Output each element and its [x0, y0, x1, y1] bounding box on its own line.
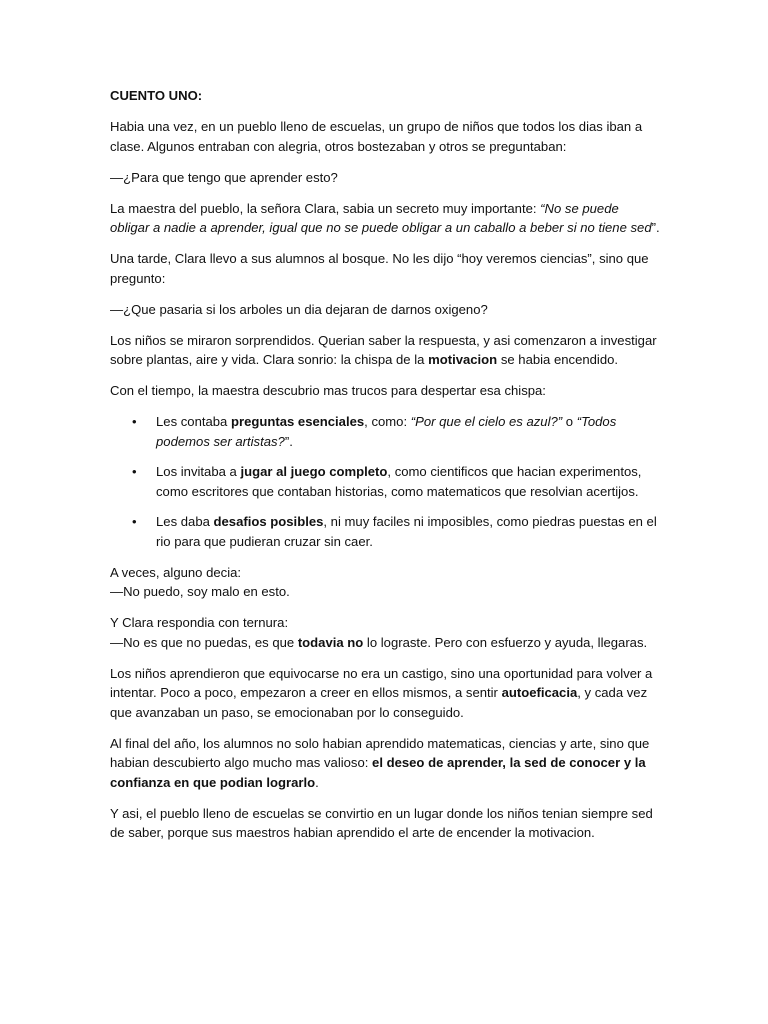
paragraph-intro: Habia una vez, en un pueblo lleno de escuelas, un grupo de niños que todos los dias iban a clase. Algunos entraban con alegria, otros bostezaban y otros se preguntaban:: [110, 119, 643, 154]
paragraph-conclusion: Y asi, el pueblo lleno de escuelas se convirtio en un lugar donde los niños tenian siempre sed de saber, porque sus maestros habian aprendido el arte de encender la motivacion.: [110, 805, 653, 840]
surprise-end: se habia encendido.: [497, 352, 619, 367]
list-item-text: ”.: [284, 433, 293, 449]
tricks-list: [110, 412, 660, 551]
bullet-icon: •: [132, 464, 137, 479]
paragraph-clara-replies: [110, 613, 660, 652]
sometimes-line-1: A veces, alguno decia:: [110, 564, 242, 580]
keyword-preguntas-esenciales: preguntas esenciales: [230, 414, 365, 429]
list-item-text: , como cientificos que hacian experimentos, como escritores que contaban historias, como matematicos que resolvian acertijos.: [156, 464, 642, 499]
keyword-todavia-no: todavia no: [297, 634, 364, 650]
paragraph-forest: Una tarde, Clara llevo a sus alumnos al bosque. No les dijo “hoy veremos ciencias”, sino que pregunto:: [110, 251, 649, 286]
sometimes-line-2: —No puedo, soy malo en esto.: [110, 584, 290, 599]
secret-text: La maestra del pueblo, la señora Clara, sabia un secreto muy importante:: [110, 200, 541, 216]
keyword-autoeficacia: autoeficacia: [501, 685, 578, 700]
year-end-end: .: [315, 774, 319, 790]
learning-text: Los niños aprendieron que equivocarse no era un castigo, sino una oportunidad para volver a intentar. Poco a poco, empezaron a creer en ellos mismos, a sentir: [110, 665, 653, 700]
keyword-juego-completo: jugar al juego completo: [240, 464, 388, 479]
document-page: [110, 86, 660, 854]
secret-quote: “No se puede obligar a nadie a aprender, igual que no se puede obligar a un caballo a beber si no tiene sed: [110, 200, 652, 235]
keyword-desafios-posibles: desafios posibles: [213, 514, 324, 529]
surprise-text: Los niños se miraron sorprendidos. Querian saber la respuesta, y asi comenzaron a investigar sobre plantas, aire y vida. Clara sonrio: la chispa de la: [110, 332, 657, 367]
list-item-text: o: [562, 414, 577, 429]
dialogue-question-why: —¿Para que tengo que aprender esto?: [110, 169, 338, 185]
paragraph-learning: [110, 664, 660, 723]
list-item-text: , como:: [364, 414, 411, 429]
paragraph-tricks: Con el tiempo, la maestra descubrio mas trucos para despertar esa chispa:: [110, 383, 546, 398]
list-item: [110, 462, 660, 501]
paragraph-surprise: [110, 331, 660, 370]
keyword-motivacion: motivacion: [428, 352, 498, 367]
learning-end: , y cada vez que avanzaban un paso, se emocionaban por lo conseguido.: [110, 685, 648, 720]
bullet-icon: •: [132, 514, 137, 529]
keyword-deseo-de-aprender: el deseo de aprender, la sed de conocer y la confianza en que podian lograrlo: [110, 755, 646, 790]
paragraph-sometimes: [110, 563, 660, 602]
list-item: [110, 512, 660, 551]
list-item-text: Los invitaba a: [156, 464, 241, 479]
list-item-text: , ni muy faciles ni imposibles, como piedras puestas en el rio para que pudieran cruzar sin caer.: [156, 514, 657, 549]
quote-cielo-azul: “Por que el cielo es azul?”: [410, 414, 563, 429]
year-end-text: Al final del año, los alumnos no solo habian aprendido matematicas, ciencias y arte, sino que habian descubierto algo mucho mas valioso:: [110, 735, 650, 770]
reply-end: lo lograste. Pero con esfuerzo y ayuda, llegaras.: [363, 634, 648, 650]
paragraph-secret: [110, 199, 660, 238]
secret-quote-end: ”.: [651, 220, 660, 235]
bullet-icon: •: [132, 414, 137, 429]
list-item: [110, 412, 660, 451]
reply-line-1: Y Clara respondia con ternura:: [110, 615, 289, 630]
dialogue-question-oxygen: —¿Que pasaria si los arboles un dia dejaran de darnos oxigeno?: [110, 301, 488, 317]
list-item-text: Les contaba: [156, 414, 231, 429]
quote-artistas: “Todos podemos ser artistas?: [156, 414, 617, 449]
paragraph-year-end: [110, 734, 660, 793]
story-title: CUENTO UNO:: [110, 88, 203, 103]
list-item-text: Les daba: [156, 514, 214, 529]
reply-text: —No es que no puedas, es que: [110, 634, 298, 650]
